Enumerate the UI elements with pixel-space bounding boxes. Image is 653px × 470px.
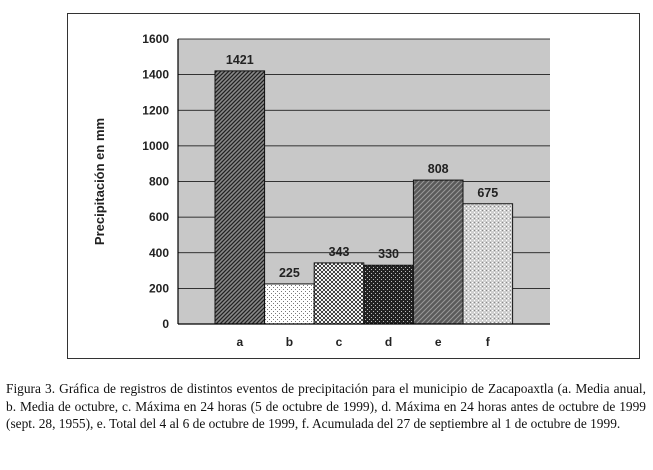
- data-label: 343: [328, 244, 350, 259]
- x-tick-label: c: [335, 335, 343, 349]
- x-tick-label: a: [236, 335, 244, 349]
- data-label: 675: [477, 185, 499, 200]
- x-tick-labels: [236, 335, 490, 349]
- bar-d: [364, 265, 414, 324]
- x-tick-label: d: [384, 335, 393, 349]
- data-label: 225: [278, 265, 300, 280]
- x-tick-label: e: [434, 335, 442, 349]
- y-tick-label: 1000: [142, 138, 169, 153]
- y-tick-label: 600: [148, 210, 169, 225]
- x-tick-label: b: [285, 335, 294, 349]
- bar-b: [265, 284, 315, 324]
- y-axis-label: Precipitación en mm: [92, 117, 107, 246]
- bar-e: [413, 180, 463, 324]
- bar-a: [215, 71, 265, 324]
- y-tick-label: 200: [148, 281, 169, 296]
- y-tick-label: 800: [148, 174, 169, 189]
- y-tick-label: 1600: [142, 32, 169, 46]
- bar-c: [314, 263, 364, 324]
- y-tick-label: 0: [162, 317, 169, 331]
- bar-chart: [67, 13, 640, 359]
- y-tick-label: 400: [148, 245, 169, 260]
- y-tick-labels: [142, 32, 169, 331]
- x-tick-label: f: [485, 335, 490, 349]
- data-label: 330: [378, 247, 400, 262]
- figure-caption: Figura 3. Gráfica de registros de distintos eventos de precipitación para el municipio de Zacapoaxtla (a. Media anual, b. Media de octubre, c. Máxima en 24 horas (5 de octubre de 1999), d. Máxima en 24 horas antes de octubre de 1999 (sept. 28, 1955), e. Total del 4 al 6 de octubre de 1999, f. Acumulada del 27 de septiembre al 1 de octubre de 1999.: [6, 381, 646, 431]
- y-tick-label: 1400: [142, 67, 169, 82]
- data-label: 1421: [225, 52, 254, 67]
- data-label: 808: [427, 162, 449, 177]
- bar-f: [463, 204, 513, 324]
- y-tick-label: 1200: [142, 103, 169, 118]
